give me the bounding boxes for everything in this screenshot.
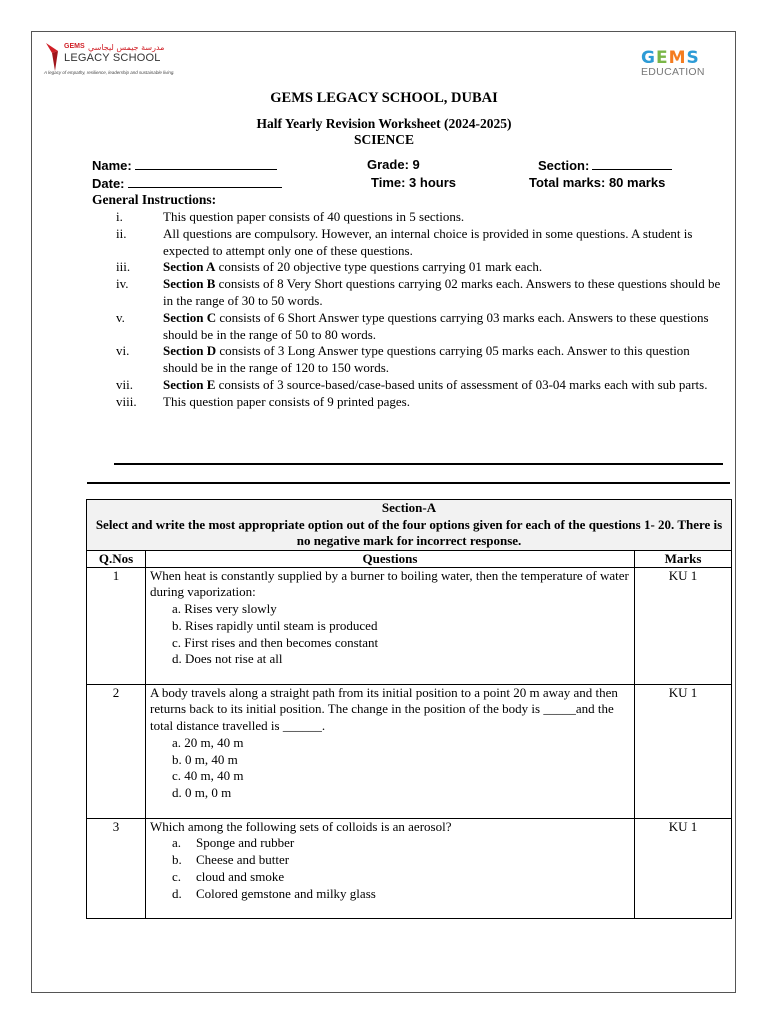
education-text: EDUCATION [641, 66, 705, 78]
option: d. Colored gemstone and milky glass [172, 885, 376, 901]
logo-gems-text: GEMS [64, 43, 85, 50]
option: b. 0 m, 40 m [172, 751, 238, 767]
total-marks-field: Total marks: 80 marks [529, 175, 666, 190]
instruction-item: v. Section C consists of 6 Short Answer type questions carrying 03 marks each. Answers to these questions should be in the range of 50 to 80 words. [116, 309, 709, 342]
question-text: A body travels along a straight path from its initial position to a point 20 m away and then returns back to its initial position. The change in the position of the body is _____and the total distance travelled is ______. [150, 684, 618, 734]
question-row [87, 684, 732, 818]
question-text: Which among the following sets of colloids is an aerosol? [150, 818, 452, 834]
grade-field: Grade: 9 [367, 157, 420, 172]
option: d. Does not rise at all [172, 651, 283, 667]
instruction-item: iii. Section A consists of 20 objective type questions carrying 01 mark each. [116, 259, 543, 275]
option: a. 20 m, 40 m [172, 734, 244, 750]
gems-wordmark: GEMS [641, 48, 700, 68]
option: c. 40 m, 40 m [172, 768, 244, 784]
school-title: GEMS LEGACY SCHOOL, DUBAI [270, 90, 498, 106]
option: a. Rises very slowly [172, 601, 277, 617]
subject-title: SCIENCE [353, 132, 415, 147]
col-questions: Questions [146, 550, 635, 567]
name-field [92, 157, 277, 173]
instruction-item: viii. This question paper consists of 9 printed pages. [116, 393, 410, 409]
option: b. Cheese and butter [172, 852, 290, 868]
logo-tagline: A legacy of empathy, resilience, leadership and sustainable living. [44, 70, 175, 75]
question-cell [146, 567, 635, 684]
logo-arabic-text: مدرسة جيمس ليجاسي [88, 43, 165, 52]
question-row [87, 567, 732, 684]
section-a-instruction: Select and write the most appropriate option out of the four options given for each of the questions 1- 20. There is no negative mark for incorrect response. [95, 516, 723, 548]
question-number: 2 [87, 684, 146, 818]
gems-education-logo [641, 48, 717, 78]
instruction-item: vii. Section E consists of 3 source-based/case-based units of assessment of 03-04 marks each with sub parts. [116, 376, 708, 392]
section-a-table [86, 499, 732, 919]
question-text: When heat is constantly supplied by a burner to boiling water, then the temperature of water during vaporization: [150, 567, 629, 600]
divider [87, 482, 730, 484]
instruction-item: ii. All questions are compulsory. However, an internal choice is provided in some questions. A student is expected to attempt only one of these questions. [116, 225, 693, 258]
worksheet-title: Half Yearly Revision Worksheet (2024-2025) [256, 116, 512, 131]
section-a-header [87, 500, 732, 551]
option: b. Rises rapidly until steam is produced [172, 617, 378, 633]
option: a. Sponge and rubber [172, 835, 295, 851]
question-marks: KU 1 [635, 567, 732, 684]
date-blank[interactable] [128, 175, 282, 188]
section-a-title: Section-A [381, 500, 437, 515]
date-label: Date: [92, 176, 125, 191]
option: d. 0 m, 0 m [172, 785, 232, 801]
option: c. First rises and then becomes constant [172, 634, 379, 650]
date-field [92, 175, 282, 191]
question-number: 1 [87, 567, 146, 684]
name-blank[interactable] [135, 157, 277, 170]
instruction-item: vi. Section D consists of 3 Long Answer type questions carrying 05 marks each. Answer to this question should be in the range of 120 to 150 words. [116, 343, 690, 376]
section-blank[interactable] [592, 157, 672, 170]
school-logo-icon [44, 41, 64, 81]
col-marks: Marks [635, 550, 732, 567]
instruction-item: i. This question paper consists of 40 questions in 5 sections. [116, 209, 465, 224]
section-label: Section: [538, 158, 590, 173]
instruction-item: iv. Section B consists of 8 Very Short questions carrying 02 marks each. Answers to these questions should be in the range of 30 to 50 words. [116, 276, 721, 308]
col-qno: Q.Nos [87, 550, 146, 567]
divider [114, 463, 723, 465]
instructions-list [92, 209, 732, 411]
question-cell [146, 818, 635, 918]
question-marks: KU 1 [635, 818, 732, 918]
logo-school-text: LEGACY SCHOOL [64, 52, 161, 64]
question-cell [146, 684, 635, 818]
name-label: Name: [92, 158, 132, 173]
question-number: 3 [87, 818, 146, 918]
instructions-heading: General Instructions: [92, 192, 217, 207]
question-marks: KU 1 [635, 684, 732, 818]
question-row [87, 818, 732, 918]
time-field: Time: 3 hours [371, 175, 457, 190]
option: c. cloud and smoke [172, 868, 285, 884]
section-field [538, 157, 672, 173]
